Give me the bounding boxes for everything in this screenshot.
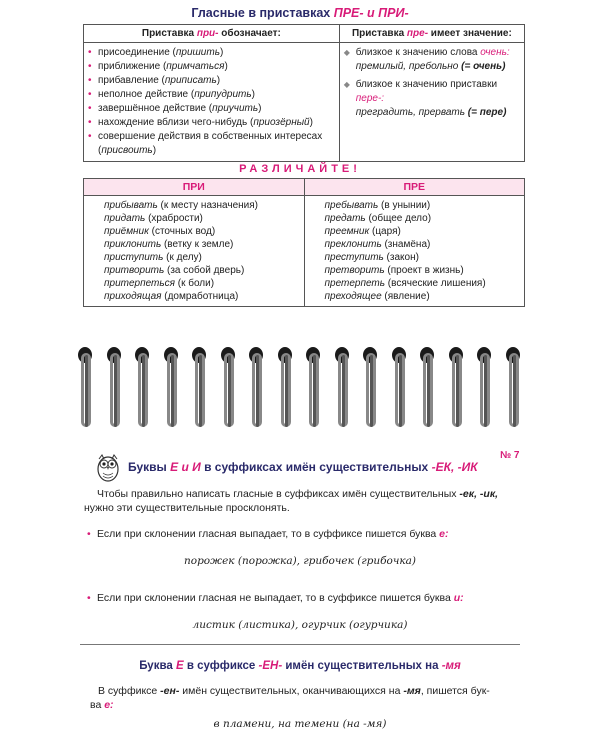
binding-ring [506, 345, 520, 431]
binding-ring [392, 345, 406, 431]
word-pair: преклонить (знамёна) [324, 239, 431, 250]
en-rule-paragraph: В суффиксе -ен- имён существительных, оканчивающихся на -мя, пишется бук- ва е: [90, 685, 490, 711]
distinguish-table [83, 178, 525, 307]
binding-ring [164, 345, 178, 431]
word-pair: приклонить (ветку к земле) [104, 239, 234, 250]
word-pair: придать (храбрости) [104, 213, 203, 224]
word-pair: претворить (проект в жизнь) [324, 265, 464, 276]
distinguish-title: РАЗЛИЧАЙТЕ! [239, 163, 361, 175]
binding-ring [278, 345, 292, 431]
example-two: листик (листика), огурчик (огурчика) [192, 619, 408, 631]
prefix-meaning-table [83, 24, 525, 162]
exercise-number: № 7 [500, 450, 520, 461]
binding-ring [420, 345, 434, 431]
word-pair: приёмник (сточных вод) [104, 226, 216, 237]
binding-ring [107, 345, 121, 431]
binding-ring [363, 345, 377, 431]
list-item: • нахождение вблизи чего-нибудь (приозёрный) [88, 116, 335, 130]
word-pair: притерпеться (к боли) [104, 278, 215, 289]
binding-ring [78, 345, 92, 431]
list-item: • прибавление (приписать) [88, 74, 335, 88]
example-one: порожек (порожка), грибочек (грибочка) [184, 555, 416, 567]
list-item: ◆ близкое к значению слова очень: премилый, пребольно (= очень) [344, 46, 520, 74]
word-pair: приходящая (домработница) [104, 291, 239, 302]
rule-two: • Если при склонении гласная не выпадает, то в суффиксе пишется буква и: [97, 591, 527, 605]
word-pair: преемник (царя) [324, 226, 401, 237]
binding-ring [192, 345, 206, 431]
binding-ring [221, 345, 235, 431]
pre-column-header: ПРЕ [304, 179, 525, 196]
list-item: • приближение (примчаться) [88, 60, 335, 74]
binding-ring [249, 345, 263, 431]
word-pair: претерпеть (всяческие лишения) [324, 278, 486, 289]
intro-paragraph: Чтобы правильно написать гласные в суффиксах имён существительных -ек, -ик, нужно эти существительные просклонять. [84, 488, 499, 514]
pri-words-cell [84, 196, 305, 307]
word-pair: преступить (закон) [324, 252, 419, 263]
binding-ring [135, 345, 149, 431]
list-item: • завершённое действие (приучить) [88, 102, 335, 116]
word-pair: притворить (за собой дверь) [104, 265, 245, 276]
spiral-binding [72, 345, 532, 435]
pri-meanings-cell [84, 43, 340, 162]
owl-icon [95, 452, 121, 482]
list-item: • присоединение (пришить) [88, 46, 335, 60]
pre-meanings-cell [339, 43, 524, 162]
word-pair: прибывать (к месту назначения) [104, 200, 258, 211]
section-title-pre-pri: Гласные в приставках ПРЕ- и ПРИ- [191, 6, 409, 20]
word-pair: приступить (к делу) [104, 252, 202, 263]
section-title-ek-ik: Буквы Е и И в суффиксах имён существительных -ЕК, -ИК [128, 460, 478, 474]
list-item: • неполное действие (припудрить) [88, 88, 335, 102]
word-pair: пребывать (в унынии) [324, 200, 431, 211]
example-en: в пламени, на темени (на -мя) [213, 718, 387, 730]
binding-ring [306, 345, 320, 431]
pri-header: Приставка при- обозначает: [84, 25, 340, 43]
word-pair: предать (общее дело) [324, 213, 432, 224]
binding-ring [449, 345, 463, 431]
pre-words-cell [304, 196, 525, 307]
pri-column-header: ПРИ [84, 179, 305, 196]
binding-ring [477, 345, 491, 431]
pre-meanings-list [344, 46, 520, 120]
list-item: • совершение действия в собственных интересах (присвоить) [88, 130, 335, 158]
word-pair: преходящее (явление) [324, 291, 430, 302]
pri-meanings-list [88, 46, 335, 158]
rule-one: • Если при склонении гласная выпадает, то в суффиксе пишется буква е: [97, 527, 527, 541]
pre-header: Приставка пре- имеет значение: [339, 25, 524, 43]
list-item: ◆ близкое к значению приставки пере-: преградить, прервать (= пере) [344, 78, 520, 120]
section-title-en: Буква Е в суффиксе -ЕН- имён существительных на -мя [139, 660, 461, 672]
divider [80, 644, 520, 645]
binding-ring [335, 345, 349, 431]
